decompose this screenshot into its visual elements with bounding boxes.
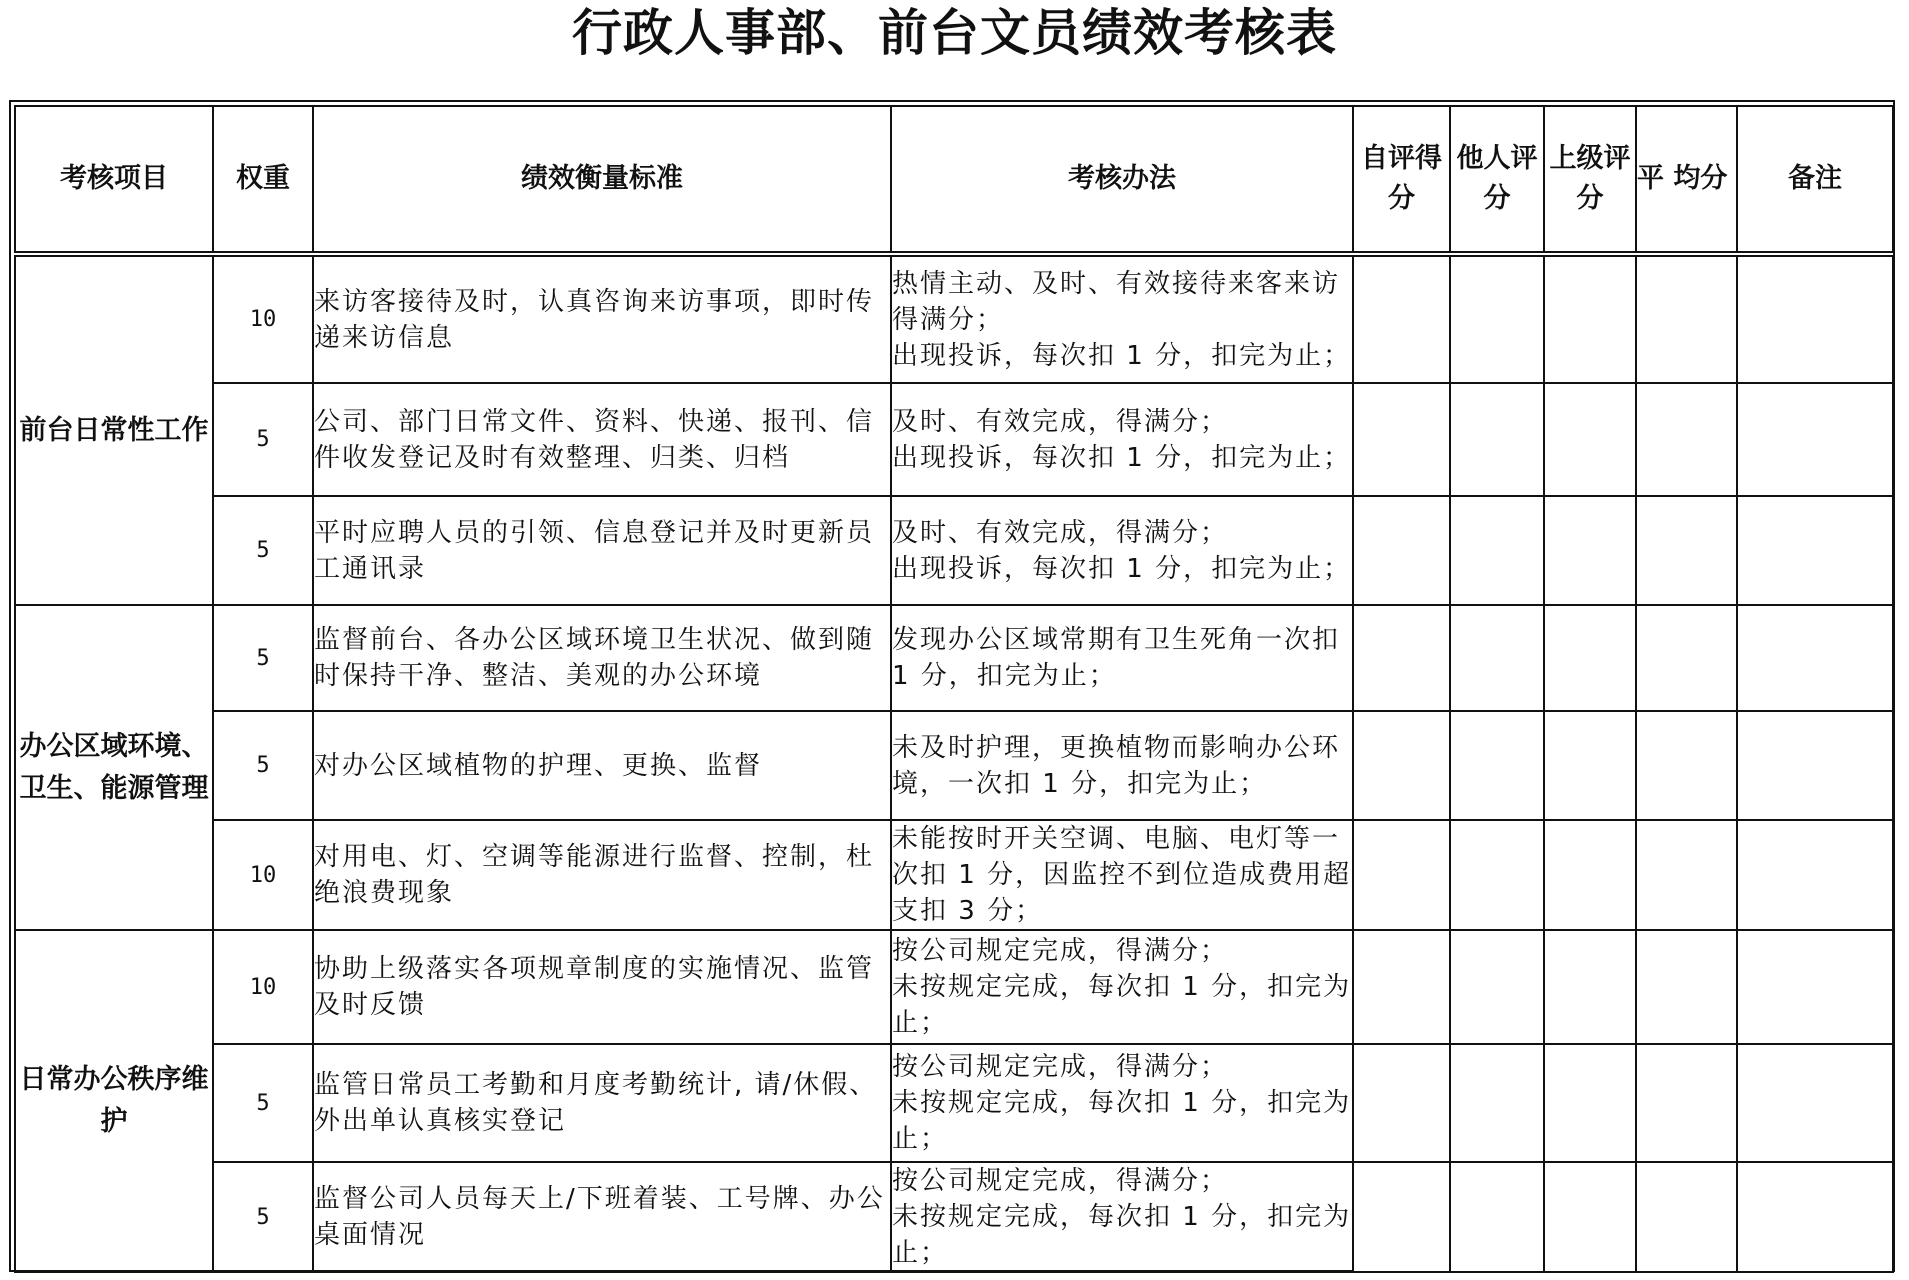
method-cell (891, 605, 1353, 711)
remarks-cell[interactable] (1737, 1044, 1893, 1162)
average-score-cell[interactable] (1636, 1044, 1737, 1162)
remarks-cell[interactable] (1737, 496, 1893, 605)
header-row (15, 106, 1893, 254)
method-line: 未及时护理，更换植物而影响办公环境，一次扣 1 分，扣完为止； (892, 732, 1341, 799)
header-average-score: 平 均分 (1636, 106, 1737, 254)
superior-score-cell[interactable] (1544, 254, 1636, 383)
header-weight: 权重 (213, 106, 313, 254)
criteria-cell: 平时应聘人员的引领、信息登记并及时更新员工通讯录 (313, 496, 891, 605)
peer-score-cell[interactable] (1450, 605, 1544, 711)
superior-score-cell[interactable] (1544, 496, 1636, 605)
self-score-cell[interactable] (1353, 820, 1450, 930)
appraisal-table (14, 105, 1894, 1273)
method-cell (891, 383, 1353, 496)
method-line: 热情主动、及时、有效接待来客来访得满分； (892, 268, 1341, 335)
remarks-cell[interactable] (1737, 820, 1893, 930)
superior-score-cell[interactable] (1544, 1044, 1636, 1162)
method-cell (891, 820, 1353, 930)
group-label-front-desk: 前台日常性工作 (15, 254, 213, 605)
group-label-office-order: 日常办公秩序维护 (15, 930, 213, 1272)
remarks-cell[interactable] (1737, 605, 1893, 711)
remarks-cell[interactable] (1737, 711, 1893, 820)
weight-cell: 5 (213, 1044, 313, 1162)
weight-cell: 5 (213, 383, 313, 496)
superior-score-cell[interactable] (1544, 1162, 1636, 1272)
superior-score-cell[interactable] (1544, 820, 1636, 930)
superior-score-cell[interactable] (1544, 930, 1636, 1044)
remarks-cell[interactable] (1737, 1162, 1893, 1272)
self-score-cell[interactable] (1353, 605, 1450, 711)
self-score-cell[interactable] (1353, 1162, 1450, 1272)
table-row (15, 930, 1893, 1044)
method-line: 按公司规定完成，得满分； (892, 1166, 1229, 1196)
group-label-office-environment: 办公区域环境、卫生、能源管理 (15, 605, 213, 930)
method-line: 未能按时开关空调、电脑、电灯等一次扣 1 分，因监控不到位造成费用超支扣 3 分； (892, 824, 1352, 926)
header-item: 考核项目 (15, 106, 213, 254)
peer-score-cell[interactable] (1450, 930, 1544, 1044)
method-line: 未按规定完成，每次扣 1 分，扣完为止； (892, 1202, 1352, 1268)
method-line: 出现投诉，每次扣 1 分，扣完为止； (892, 553, 1352, 584)
table-row (15, 711, 1893, 820)
self-score-cell[interactable] (1353, 711, 1450, 820)
method-cell (891, 930, 1353, 1044)
superior-score-cell[interactable] (1544, 711, 1636, 820)
table-row (15, 496, 1893, 605)
criteria-cell: 协助上级落实各项规章制度的实施情况、监管及时反馈 (313, 930, 891, 1044)
weight-cell: 5 (213, 711, 313, 820)
method-line: 按公司规定完成，得满分； (892, 936, 1229, 966)
superior-score-cell[interactable] (1544, 605, 1636, 711)
method-cell (891, 711, 1353, 820)
method-line: 未按规定完成，每次扣 1 分，扣完为止； (892, 972, 1352, 1038)
criteria-cell: 监管日常员工考勤和月度考勤统计, 请/休假、外出单认真核实登记 (313, 1044, 891, 1162)
average-score-cell[interactable] (1636, 383, 1737, 496)
weight-cell: 5 (213, 1162, 313, 1272)
superior-score-cell[interactable] (1544, 383, 1636, 496)
method-line: 按公司规定完成，得满分； (892, 1052, 1229, 1082)
weight-cell: 10 (213, 820, 313, 930)
table-row (15, 820, 1893, 930)
table-row (15, 605, 1893, 711)
remarks-cell[interactable] (1737, 383, 1893, 496)
method-cell (891, 254, 1353, 383)
average-score-cell[interactable] (1636, 711, 1737, 820)
criteria-cell: 监督前台、各办公区域环境卫生状况、做到随时保持干净、整洁、美观的办公环境 (313, 605, 891, 711)
peer-score-cell[interactable] (1450, 1162, 1544, 1272)
self-score-cell[interactable] (1353, 383, 1450, 496)
peer-score-cell[interactable] (1450, 820, 1544, 930)
method-line: 未按规定完成，每次扣 1 分，扣完为止； (892, 1088, 1352, 1154)
average-score-cell[interactable] (1636, 1162, 1737, 1272)
average-score-cell[interactable] (1636, 496, 1737, 605)
criteria-cell: 公司、部门日常文件、资料、快递、报刊、信件收发登记及时有效整理、归类、归档 (313, 383, 891, 496)
peer-score-cell[interactable] (1450, 1044, 1544, 1162)
method-line: 出现投诉，每次扣 1 分，扣完为止； (892, 340, 1352, 371)
method-cell (891, 1162, 1353, 1272)
header-self-score: 自评得分 (1353, 106, 1450, 254)
weight-cell: 10 (213, 930, 313, 1044)
remarks-cell[interactable] (1737, 930, 1893, 1044)
weight-cell: 5 (213, 496, 313, 605)
table-row (15, 254, 1893, 383)
peer-score-cell[interactable] (1450, 496, 1544, 605)
header-superior-score: 上级评分 (1544, 106, 1636, 254)
header-remarks: 备注 (1737, 106, 1893, 254)
header-peer-score: 他人评分 (1450, 106, 1544, 254)
table-row (15, 383, 1893, 496)
weight-cell: 5 (213, 605, 313, 711)
criteria-cell: 对用电、灯、空调等能源进行监督、控制，杜绝浪费现象 (313, 820, 891, 930)
criteria-cell: 对办公区域植物的护理、更换、监督 (313, 711, 891, 820)
peer-score-cell[interactable] (1450, 254, 1544, 383)
method-line: 出现投诉，每次扣 1 分，扣完为止； (892, 442, 1352, 473)
table-row (15, 1044, 1893, 1162)
weight-cell: 10 (213, 254, 313, 383)
peer-score-cell[interactable] (1450, 383, 1544, 496)
self-score-cell[interactable] (1353, 930, 1450, 1044)
criteria-cell: 来访客接待及时，认真咨询来访事项，即时传递来访信息 (313, 254, 891, 383)
remarks-cell[interactable] (1737, 254, 1893, 383)
average-score-cell[interactable] (1636, 605, 1737, 711)
average-score-cell[interactable] (1636, 820, 1737, 930)
method-line: 发现办公区域常期有卫生死角一次扣 1 分，扣完为止； (892, 625, 1341, 691)
self-score-cell[interactable] (1353, 254, 1450, 383)
page-title: 行政人事部、前台文员绩效考核表 (572, 3, 1337, 62)
appraisal-table-frame (9, 100, 1895, 1272)
table-row (15, 1162, 1893, 1272)
self-score-cell[interactable] (1353, 496, 1450, 605)
method-line: 及时、有效完成，得满分； (892, 406, 1229, 437)
peer-score-cell[interactable] (1450, 711, 1544, 820)
self-score-cell[interactable] (1353, 1044, 1450, 1162)
header-criteria: 绩效衡量标准 (313, 106, 891, 254)
method-line: 及时、有效完成，得满分； (892, 517, 1229, 548)
average-score-cell[interactable] (1636, 930, 1737, 1044)
average-score-cell[interactable] (1636, 254, 1737, 383)
criteria-cell: 监督公司人员每天上/下班着装、工号牌、办公桌面情况 (313, 1162, 891, 1272)
header-method: 考核办法 (891, 106, 1353, 254)
method-cell (891, 1044, 1353, 1162)
method-cell (891, 496, 1353, 605)
